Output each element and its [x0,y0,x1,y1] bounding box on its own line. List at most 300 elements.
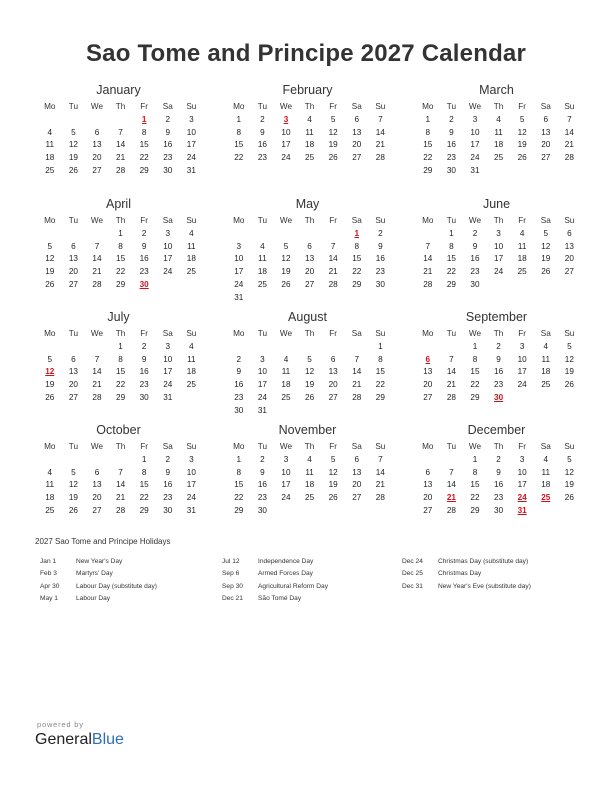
day-cell: 5 [543,228,549,238]
day-cell: 23 [163,493,173,503]
holiday-date: Dec 24 [402,558,423,565]
day-cell: 29 [116,279,126,289]
day-cell: 12 [517,127,527,137]
day-cell: 23 [494,493,504,503]
weekday-header: Tu [446,329,457,338]
day-cell: 26 [68,505,78,515]
day-cell: 21 [352,380,362,390]
day-cell: 27 [423,392,433,402]
day-cell: 12 [564,354,574,364]
day-cell: 28 [92,279,102,289]
day-cell: 29 [352,279,362,289]
day-cell: 15 [375,367,385,377]
day-cell: 8 [141,467,147,477]
day-cell: 23 [163,153,173,163]
holiday-name: Labour Day (substitute day) [76,582,157,590]
day-cell: 5 [567,341,572,351]
weekday-header: Mo [233,329,245,338]
weekday-header: We [90,102,104,111]
day-cell: 16 [257,480,267,490]
day-cell: 11 [187,241,196,251]
holiday-day-cell: 24 [517,493,527,503]
day-cell: 18 [305,480,315,490]
day-cell: 26 [517,153,527,163]
day-cell: 4 [260,241,265,251]
weekday-header: We [279,216,293,225]
empty-cell [440,454,464,467]
holiday-column [402,556,531,593]
day-cell: 27 [352,493,362,503]
day-cell: 19 [541,254,551,264]
day-cell: 23 [139,267,149,277]
day-cell: 3 [283,454,289,464]
day-cell: 13 [68,367,78,377]
day-cell: 10 [234,254,244,264]
day-cell: 3 [519,454,525,464]
holiday-name: Independence Day [258,558,314,565]
day-cell: 26 [305,392,315,402]
day-cell: 15 [470,480,480,490]
weekday-header: Mo [44,102,56,111]
day-cell: 24 [186,493,196,503]
weekday-header: Tu [446,102,457,111]
empty-cell [440,341,464,354]
day-cell: 13 [423,480,433,490]
day-cell: 24 [186,153,196,163]
month-day-grid [416,441,581,518]
day-cell: 1 [378,341,383,351]
brand-logo[interactable] [35,731,124,749]
day-cell: 18 [281,380,291,390]
day-cell: 26 [45,279,55,289]
day-cell: 13 [541,127,551,137]
day-cell: 2 [472,228,478,238]
month-day-grid [38,441,203,518]
weekday-header: We [279,442,293,451]
day-cell: 13 [68,254,78,264]
brand-name-part1: General [35,731,92,748]
weekday-header: Su [375,216,386,225]
weekday-header: Tu [68,216,79,225]
day-cell: 8 [236,467,242,477]
day-cell: 6 [425,467,431,477]
weekday-header: Sa [540,329,551,338]
weekday-header: Fr [329,442,338,451]
weekday-header: Th [304,442,315,451]
day-cell: 9 [141,354,147,364]
day-cell: 6 [94,467,100,477]
weekday-header: Su [186,216,197,225]
day-cell: 8 [449,241,454,251]
month-march [416,82,581,178]
day-cell: 4 [189,341,194,351]
weekday-header: We [90,216,104,225]
weekday-header: Th [493,102,504,111]
day-cell: 25 [45,505,55,515]
day-cell: 16 [139,367,149,377]
empty-cell [274,341,298,354]
day-cell: 22 [234,153,244,163]
holiday-day-cell: 1 [354,228,360,238]
day-cell: 6 [71,241,76,251]
day-cell: 17 [470,140,480,150]
day-cell: 7 [118,127,123,137]
empty-cell [62,228,86,241]
day-cell: 3 [519,341,525,351]
day-cell: 11 [187,354,196,364]
day-cell: 13 [352,467,362,477]
holiday-date: Apr 30 [40,582,60,590]
empty-cell [416,228,440,241]
day-cell: 8 [425,127,431,137]
day-cell: 20 [68,267,78,277]
holiday-item [402,581,531,593]
weekday-header: Th [493,216,504,225]
day-cell: 14 [423,254,433,264]
day-cell: 24 [257,392,267,402]
empty-cell [62,114,86,127]
weekday-header: Fr [140,329,149,338]
day-cell: 2 [260,454,265,464]
weekday-header: Sa [540,442,551,451]
weekday-header: Th [304,329,315,338]
day-cell: 4 [307,454,312,464]
day-cell: 19 [68,153,78,163]
day-cell: 10 [186,127,196,137]
day-cell: 12 [305,367,315,377]
day-cell: 1 [472,341,478,351]
day-cell: 30 [494,505,504,515]
month-name: September [465,310,528,324]
day-cell: 28 [92,392,102,402]
day-cell: 2 [141,228,147,238]
day-cell: 22 [234,493,244,503]
weekday-header: Tu [257,216,268,225]
day-cell: 26 [328,153,338,163]
day-cell: 14 [92,367,102,377]
holiday-day-cell: 1 [141,114,147,124]
day-cell: 19 [45,380,55,390]
day-cell: 17 [234,267,244,277]
day-cell: 8 [141,127,147,137]
day-cell: 16 [470,254,480,264]
day-cell: 12 [328,467,338,477]
day-cell: 9 [141,241,147,251]
day-cell: 29 [139,505,149,515]
day-cell: 25 [517,267,527,277]
month-december [416,422,581,518]
day-cell: 18 [541,367,551,377]
day-cell: 9 [496,467,501,477]
day-cell: 22 [470,380,480,390]
day-cell: 11 [305,127,314,137]
day-cell: 7 [425,241,431,251]
day-cell: 1 [449,228,454,238]
day-cell: 22 [470,493,480,503]
day-cell: 10 [281,467,291,477]
day-cell: 20 [92,493,102,503]
day-cell: 13 [328,367,338,377]
day-cell: 2 [378,228,383,238]
day-cell: 10 [257,367,267,377]
month-name: November [278,423,337,437]
day-cell: 7 [94,354,100,364]
day-cell: 11 [281,367,291,377]
day-cell: 18 [305,140,315,150]
day-cell: 6 [567,228,572,238]
weekday-header: Th [304,102,315,111]
day-cell: 25 [186,380,196,390]
day-cell: 13 [305,254,315,264]
day-cell: 5 [47,241,53,251]
day-cell: 29 [470,505,480,515]
month-name: June [482,197,511,211]
day-cell: 23 [257,153,267,163]
month-day-grid [227,328,392,418]
weekday-header: We [90,329,104,338]
weekday-header: We [279,329,293,338]
empty-cell [109,114,133,127]
day-cell: 26 [45,392,55,402]
day-cell: 10 [470,127,480,137]
day-cell: 17 [186,140,196,150]
weekday-header: We [468,216,482,225]
empty-cell [251,341,275,354]
weekday-header: Mo [422,102,434,111]
day-cell: 29 [470,392,480,402]
day-cell: 16 [446,140,456,150]
day-cell: 20 [423,493,433,503]
empty-cell [416,341,440,354]
weekday-header: Th [115,442,126,451]
weekday-header: Th [304,216,315,225]
weekday-header: Fr [518,442,527,451]
day-cell: 25 [45,165,55,175]
weekday-header: Su [186,442,197,451]
day-cell: 7 [449,354,454,364]
day-cell: 14 [116,140,126,150]
empty-cell [227,228,251,241]
day-cell: 20 [92,153,102,163]
day-cell: 20 [305,267,315,277]
day-cell: 14 [92,254,102,264]
day-cell: 15 [470,367,480,377]
day-cell: 15 [139,480,149,490]
empty-cell [85,341,109,354]
weekday-header: Fr [329,216,338,225]
holiday-item [222,556,328,568]
day-cell: 5 [519,114,525,124]
powered-by-label: powered by [37,720,84,729]
day-cell: 21 [328,267,338,277]
weekday-header: Th [115,102,126,111]
weekday-header: We [468,442,482,451]
day-cell: 1 [425,114,431,124]
weekday-header: Mo [422,216,434,225]
holiday-day-cell: 3 [283,114,289,124]
holiday-date: Dec 25 [402,570,423,578]
weekday-header: Sa [351,102,362,111]
empty-cell [62,341,86,354]
holiday-day-cell: 12 [45,367,55,377]
day-cell: 13 [564,241,574,251]
day-cell: 6 [543,114,549,124]
weekday-header: Tu [446,442,457,451]
day-cell: 10 [517,467,527,477]
day-cell: 15 [139,140,149,150]
holiday-column [40,556,157,606]
day-cell: 31 [163,392,173,402]
day-cell: 30 [375,279,385,289]
weekday-header: Su [564,329,575,338]
weekday-header: We [468,102,482,111]
day-cell: 31 [186,165,196,175]
day-cell: 8 [472,354,478,364]
day-cell: 7 [378,114,383,124]
day-cell: 26 [564,493,574,503]
holiday-date: Sep 6 [222,570,240,578]
month-august [227,309,392,418]
month-name: December [467,423,526,437]
weekday-header: Sa [162,329,173,338]
empty-cell [274,228,298,241]
day-cell: 18 [517,254,527,264]
day-cell: 8 [236,127,242,137]
holiday-day-cell: 21 [446,493,456,503]
weekday-header: Mo [44,442,56,451]
day-cell: 10 [186,467,196,477]
day-cell: 29 [446,279,456,289]
day-cell: 27 [423,505,433,515]
weekday-header: We [279,102,293,111]
day-cell: 11 [45,480,55,490]
weekday-header: Mo [233,216,245,225]
day-cell: 20 [564,254,574,264]
day-cell: 11 [541,354,551,364]
day-cell: 22 [446,267,456,277]
holiday-item [222,581,328,593]
day-cell: 30 [139,392,149,402]
empty-cell [321,228,345,241]
day-cell: 7 [354,354,360,364]
month-day-grid [38,215,203,292]
day-cell: 16 [257,140,267,150]
day-cell: 22 [116,380,126,390]
day-cell: 21 [92,380,102,390]
day-cell: 23 [139,380,149,390]
day-cell: 19 [564,367,574,377]
day-cell: 6 [330,354,336,364]
weekday-header: Sa [351,329,362,338]
day-cell: 7 [378,454,383,464]
day-cell: 18 [186,254,196,264]
weekday-header: Th [115,329,126,338]
page-title: Sao Tome and Principe 2027 Calendar [85,40,527,67]
day-cell: 15 [116,254,126,264]
day-cell: 30 [257,505,267,515]
month-may [227,196,392,305]
day-cell: 27 [92,505,102,515]
weekday-header: Fr [518,216,527,225]
day-cell: 6 [94,127,100,137]
day-cell: 25 [186,267,196,277]
day-cell: 8 [354,241,360,251]
empty-cell [298,228,322,241]
day-cell: 22 [139,153,149,163]
weekday-header: Fr [518,102,527,111]
holidays-heading: 2027 Sao Tome and Principe Holidays [35,537,171,546]
day-cell: 4 [283,354,289,364]
day-cell: 14 [328,254,338,264]
weekday-header: Su [375,329,386,338]
month-name: February [282,83,333,97]
weekday-header: Tu [257,329,268,338]
day-cell: 18 [45,493,55,503]
day-cell: 5 [47,354,53,364]
holiday-day-cell: 30 [494,392,504,402]
day-cell: 16 [234,380,244,390]
day-cell: 5 [71,127,76,137]
day-cell: 17 [163,367,173,377]
day-cell: 24 [163,267,173,277]
day-cell: 11 [45,140,55,150]
day-cell: 12 [68,480,78,490]
empty-cell [85,454,109,467]
day-cell: 16 [494,480,504,490]
day-cell: 30 [163,165,173,175]
weekday-header: Mo [44,216,56,225]
weekday-header: Su [564,442,575,451]
day-cell: 28 [116,165,126,175]
month-name: March [479,83,514,97]
weekday-header: Fr [140,216,149,225]
day-cell: 21 [375,480,385,490]
day-cell: 6 [307,241,312,251]
day-cell: 17 [281,480,291,490]
day-cell: 24 [281,493,291,503]
day-cell: 13 [423,367,433,377]
weekday-header: Fr [140,442,149,451]
day-cell: 4 [519,228,525,238]
day-cell: 13 [92,480,102,490]
weekday-header: Sa [162,442,173,451]
holiday-name: Armed Forces Day [258,570,313,578]
day-cell: 7 [94,241,100,251]
weekday-header: Fr [140,102,149,111]
day-cell: 16 [163,480,173,490]
day-cell: 26 [541,267,551,277]
day-cell: 3 [472,114,478,124]
day-cell: 25 [257,279,267,289]
day-cell: 12 [328,127,338,137]
day-cell: 2 [496,341,501,351]
day-cell: 5 [283,241,289,251]
day-cell: 19 [517,140,527,150]
day-cell: 25 [305,153,315,163]
day-cell: 9 [236,367,242,377]
day-cell: 23 [257,493,267,503]
month-day-grid [38,328,203,405]
day-cell: 24 [234,279,244,289]
day-cell: 18 [494,140,504,150]
day-cell: 2 [496,454,501,464]
day-cell: 28 [375,493,385,503]
day-cell: 29 [116,392,126,402]
day-cell: 23 [375,267,385,277]
weekday-header: Tu [446,216,457,225]
day-cell: 20 [352,140,362,150]
day-cell: 16 [163,140,173,150]
